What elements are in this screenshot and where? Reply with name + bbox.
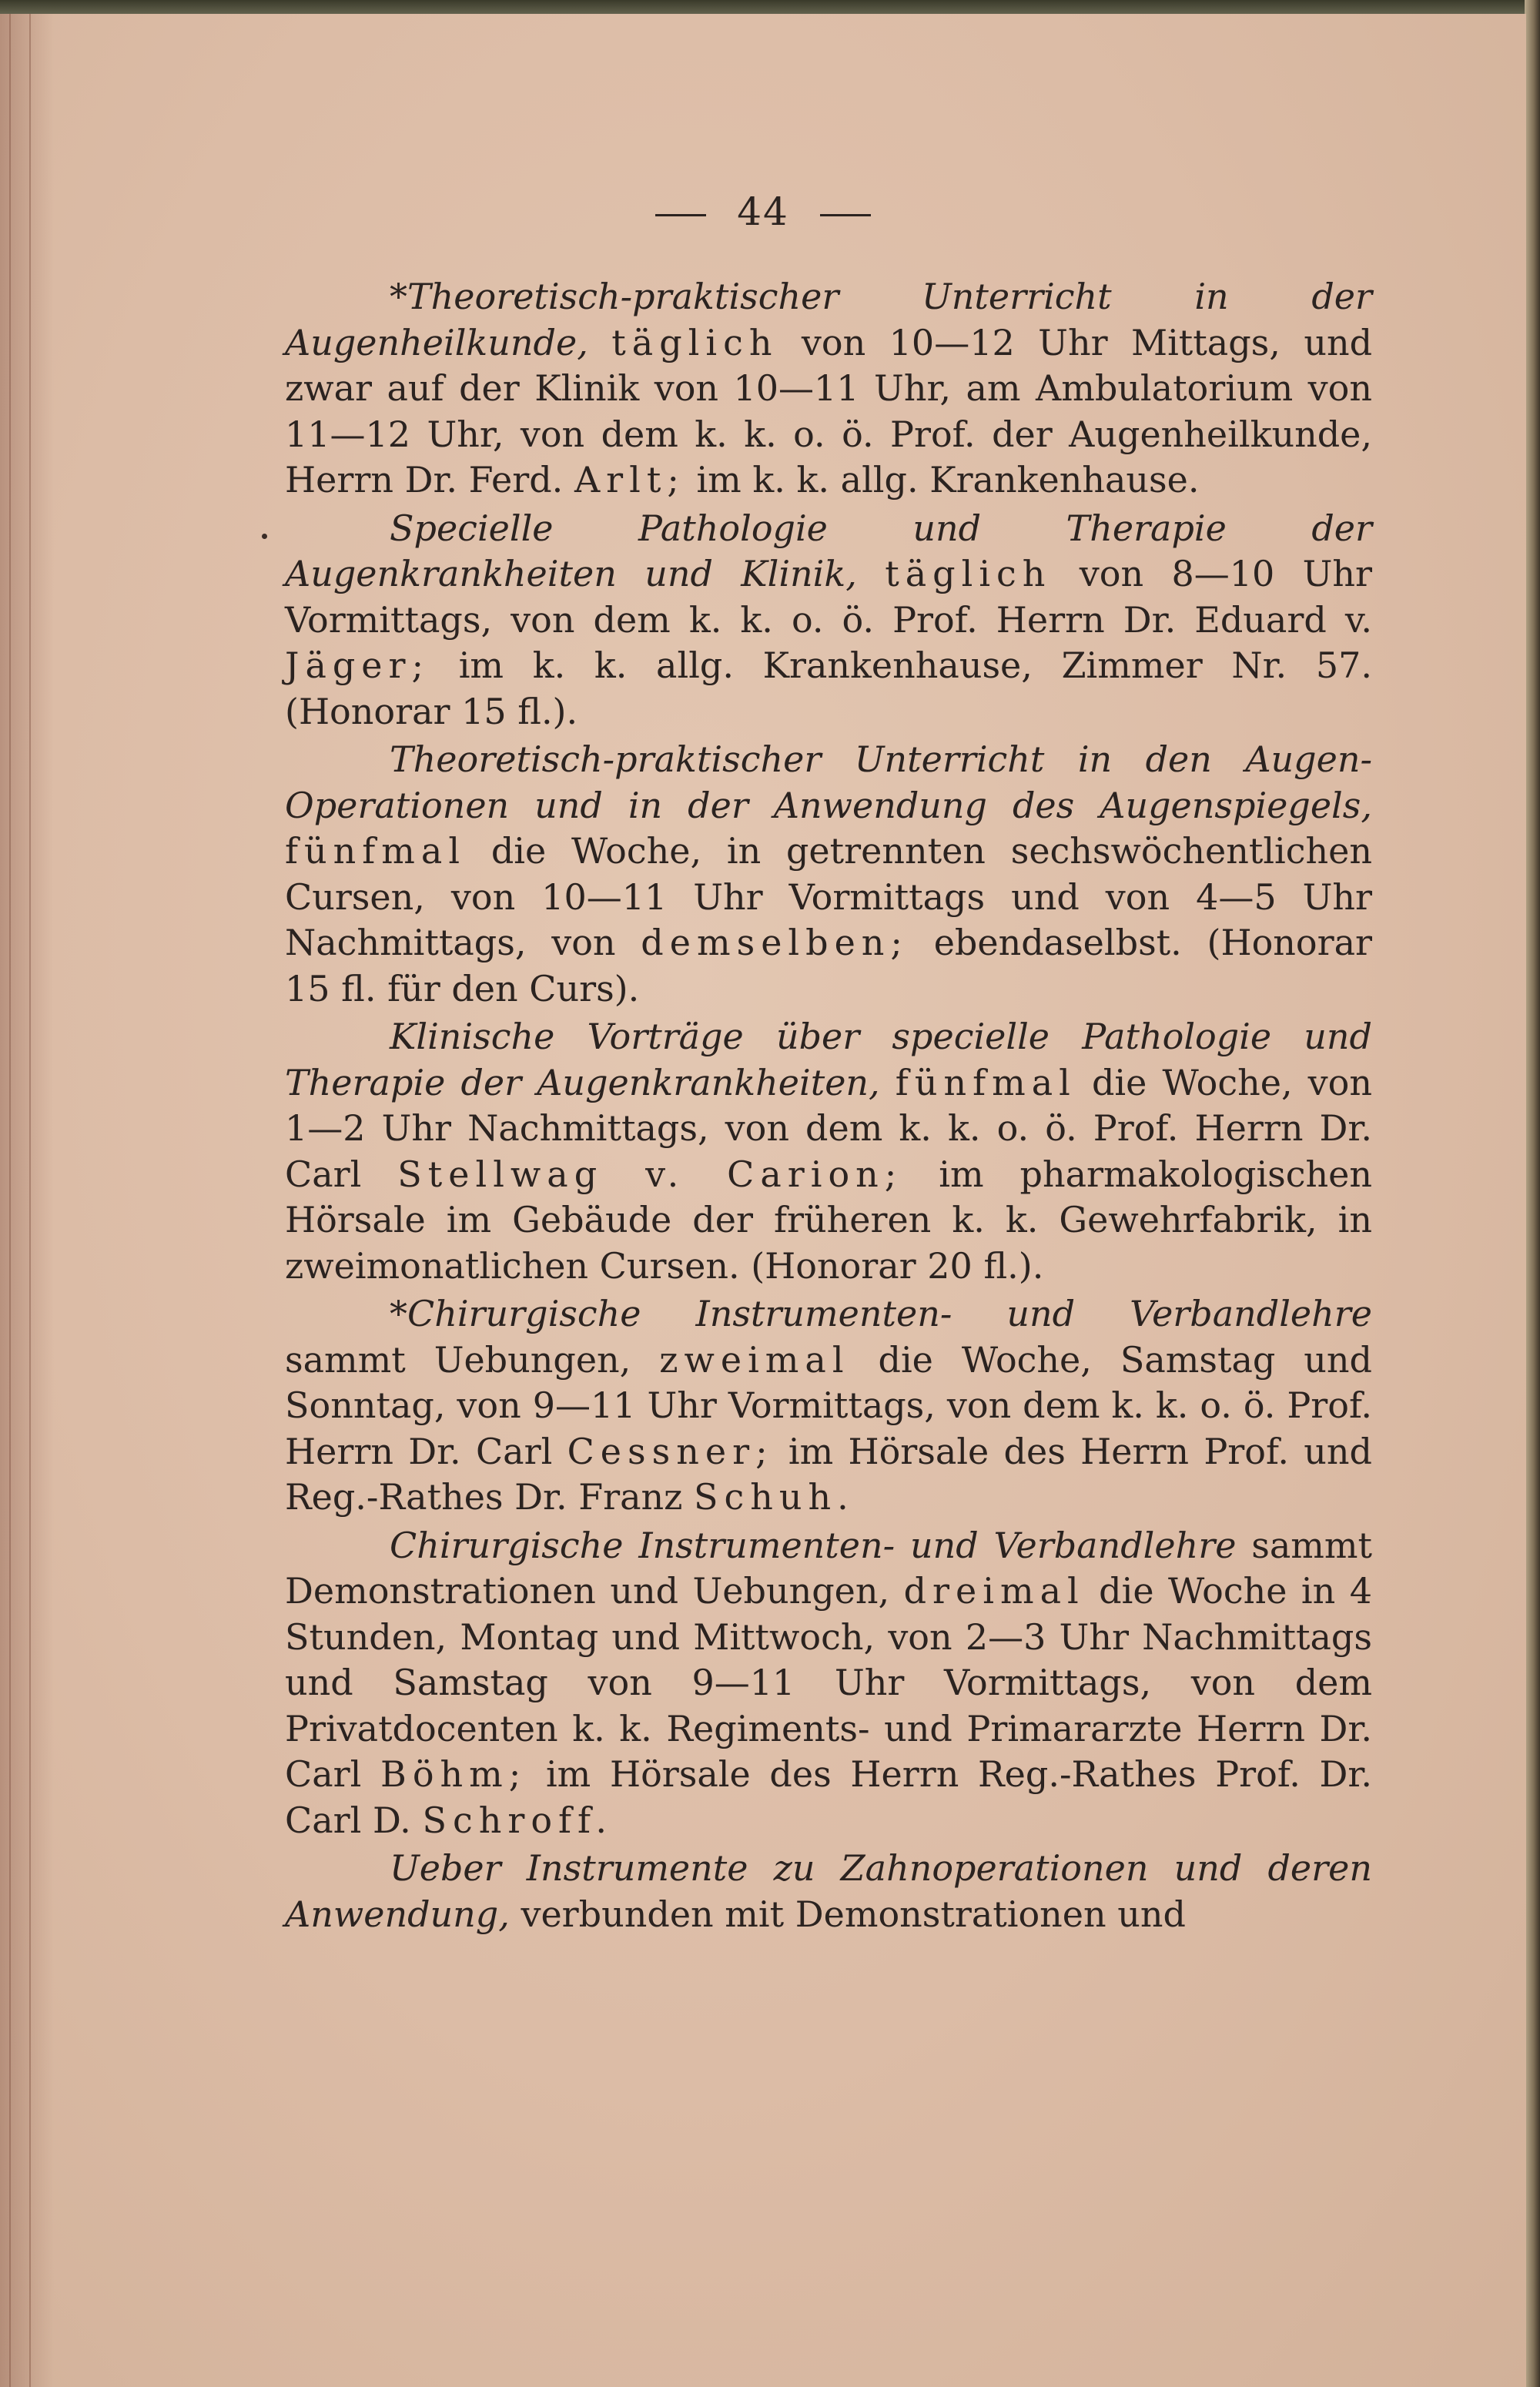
schedule-emphasis: dreimal — [903, 1570, 1085, 1612]
course-subtitle: verbunden mit Demonstrationen und — [521, 1893, 1186, 1935]
paragraph-klinische-vortraege — [285, 1014, 1372, 1289]
lecturer-name: Böhm; — [380, 1753, 527, 1795]
course-title: *Theoretisch-praktischer Unterricht in der Augenheilkunde, — [285, 276, 1372, 363]
course-title: Klinische Vorträge über specielle Pathologie und Therapie der Augenkrankheiten, — [285, 1016, 1372, 1103]
schedule-emphasis: fünfmal — [285, 830, 467, 872]
paragraph-augenkrankheiten-klinik — [285, 506, 1372, 735]
course-location: im k. k. allg. Krankenhause, Zimmer Nr. 57. (Honorar 15 fl.). — [285, 644, 1373, 732]
course-subtitle: sammt Demonstrationen und Uebungen, — [285, 1524, 1372, 1612]
lecturer-name: Arlt; — [574, 459, 685, 500]
paragraph-chirurgische-instrumente-boehm — [285, 1523, 1372, 1844]
lecturer-name: Stellwag v. Carion; — [397, 1153, 903, 1195]
paragraph-chirurgische-instrumente-cessner — [285, 1291, 1372, 1521]
course-title: Ueber Instrumente zu Zahnoperationen und deren Anwendung, — [285, 1847, 1372, 1935]
course-location: im Hörsale des Herrn Reg.-Rathes Prof. Dr. Carl D. — [285, 1753, 1372, 1841]
course-location: im k. k. allg. Krankenhause. — [696, 459, 1200, 500]
text-column — [285, 274, 1372, 1940]
schedule-emphasis: täglich — [885, 553, 1052, 594]
course-details: die Woche in 4 Stunden, Montag und Mittwoch, von 2—3 Uhr Nachmittags und Samstag von 9—11 Uhr Vormittags, von dem Privatdocenten k. k. Regiments- und Primararzte Herrn Dr. Carl — [285, 1570, 1372, 1795]
lecturer-name: Cessner; — [567, 1430, 774, 1472]
course-details: die Woche, Samstag und Sonntag, von 9—11 Uhr Vormittags, von dem k. k. o. ö. Prof. Herrn Dr. Carl — [285, 1338, 1372, 1472]
schedule-emphasis: zweimal — [659, 1338, 850, 1381]
course-title: *Chirurgische Instrumenten- und Verbandlehre — [390, 1293, 1372, 1334]
lecturer-name: Jäger; — [285, 644, 430, 686]
schedule-emphasis: täglich — [611, 321, 778, 363]
course-location: ebendaselbst. (Honorar 15 fl. für den Curs). — [285, 922, 1373, 1009]
course-location: im pharmakologischen Hörsale im Gebäude der früheren k. k. Gewehrfabrik, in zweimonatlichen Cursen. (Honorar 20 fl.). — [285, 1153, 1373, 1287]
book-edge-right — [1525, 0, 1540, 2387]
lecturer-name: demselben; — [641, 922, 909, 963]
course-details: von 8—10 Uhr Vormittags, von dem k. k. o. ö. Prof. Herrn Dr. Eduard v. — [285, 553, 1373, 641]
course-title: Theoretisch-praktischer Unterricht in den Augen-Operationen und in der Anwendung des Augenspiegels, — [285, 738, 1372, 826]
paragraph-augen-operationen — [285, 737, 1372, 1012]
course-title: Chirurgische Instrumenten- und Verbandlehre — [390, 1524, 1237, 1566]
header-dash-left — [655, 214, 706, 216]
gutter-line — [9, 14, 11, 2387]
header-dash-right — [820, 214, 871, 216]
course-details: die Woche, von 1—2 Uhr Nachmittags, von dem k. k. o. ö. Prof. Herrn Dr. Carl — [285, 1061, 1372, 1195]
course-subtitle: sammt Uebungen, — [285, 1338, 631, 1381]
gutter-shadow — [0, 14, 54, 2387]
page-number: 44 — [737, 189, 789, 234]
course-details: die Woche, in getrennten sechswöchentlichen Cursen, von 10—11 Uhr Vormittags und von 4—5 Uhr Nachmittags, von — [285, 830, 1372, 963]
paragraph-augenheilkunde — [285, 274, 1372, 504]
schedule-emphasis: fünfmal — [895, 1061, 1076, 1103]
book-page — [0, 14, 1526, 2387]
ink-dot — [262, 534, 267, 539]
page-number-header — [0, 189, 1526, 234]
course-location: im Hörsale des Herrn Prof. und Reg.-Rathes Dr. Franz — [285, 1430, 1372, 1518]
host-name: Schuh. — [694, 1476, 855, 1518]
host-name: Schroff. — [422, 1799, 614, 1841]
gutter-line — [29, 14, 31, 2387]
course-title: Specielle Pathologie und Therapie der Augenkrankheiten und Klinik, — [285, 507, 1372, 594]
paragraph-zahnoperationen — [285, 1846, 1372, 1937]
course-details: von 10—12 Uhr Mittags, und zwar auf der Klinik von 10—11 Uhr, am Ambulatorium von 11—12 Uhr, von dem k. k. o. ö. Prof. der Augenheilkunde, Herrn Dr. Ferd. — [285, 321, 1373, 500]
